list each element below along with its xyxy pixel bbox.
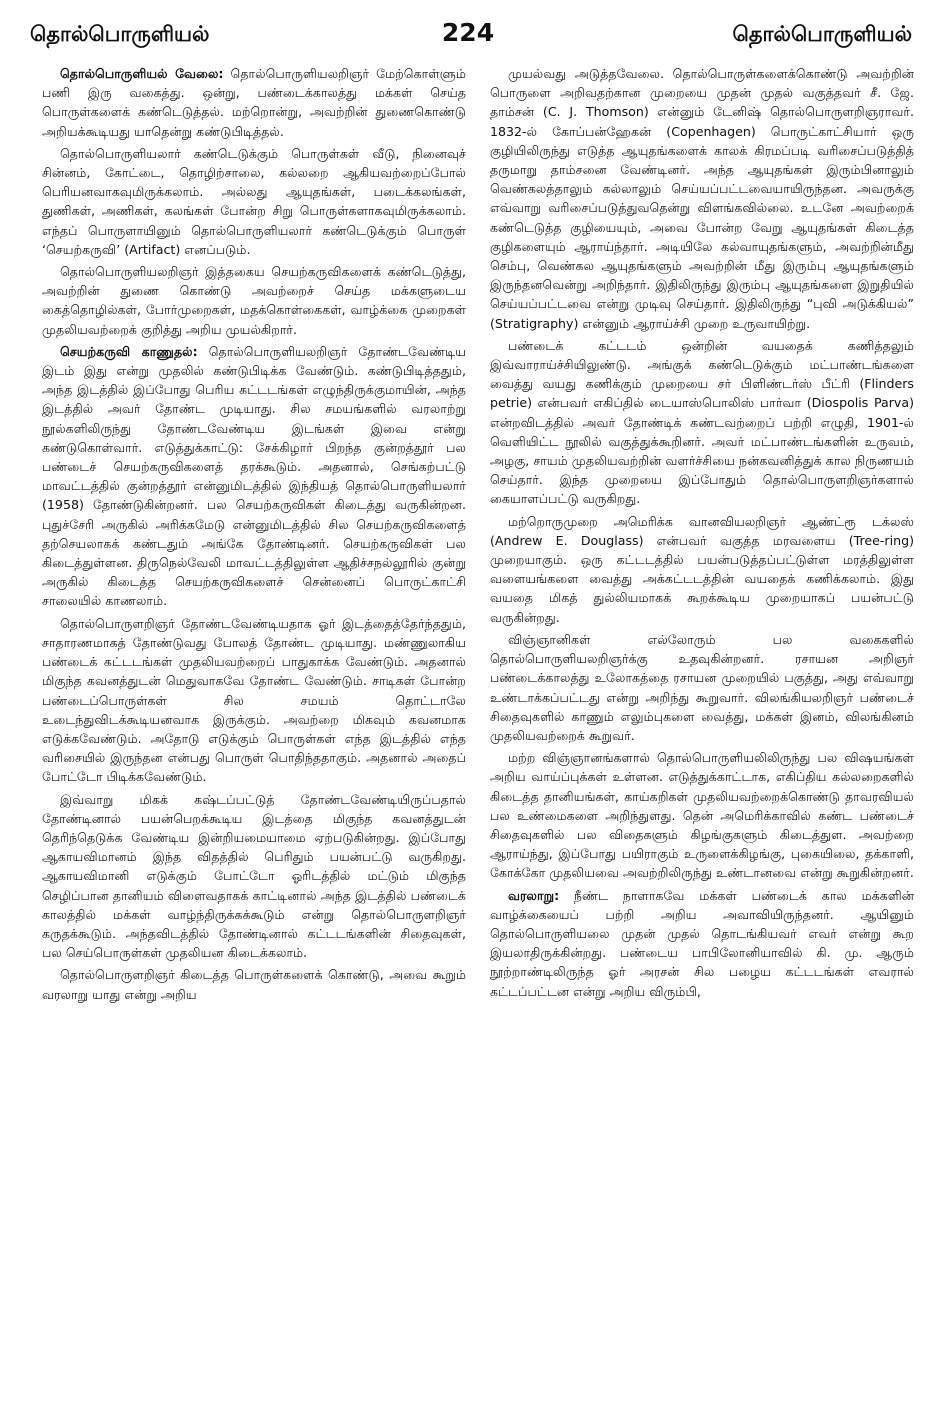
section-heading: தொல்பொருளியல் வேலை: bbox=[60, 66, 224, 81]
paragraph bbox=[42, 614, 466, 787]
running-title-right: தொல்பொருளியல் bbox=[732, 22, 912, 46]
left-column bbox=[42, 64, 466, 1409]
paragraph bbox=[42, 262, 466, 339]
paragraph-text: இவ்வாறு மிகக் கஷ்டப்பட்டுத் தோண்டவேண்டியிருப்பதால் தோண்டினால் பயன்பெறக்கூடிய இடத்தை மிகுந்த கவனத்துடன் தெரிந்தெடுக்க வேண்டிய இன்றியமையாமை ஏற்படுகின்றது. இப்போது ஆகாயவிமானம் இந்த விதத்தில் பெரிதும் பயன்பட்டு வருகிறது. ஆகாயவிமானி எடுக்கும் போட்டோ ஓரிடத்தில் மட்டும் மிகுந்த செழிப்பான தானியம் விளைவதாகக் காட்டினால் அந்த இடத்தில் பண்டைக் காலத்தில் மக்கள் வாழ்ந்திருக்கக்கூடும் என்று தொல்பொருளறிஞர் கருதக்கூடும். அந்தவிடத்தில் தோண்டினால் கட்டடங்களின் சிதைவுகள், பல செய்பொருள்கள் முதலியன கிடைக்கலாம். bbox=[42, 791, 466, 961]
paragraph bbox=[490, 64, 914, 333]
section-heading: வரலாறு: bbox=[508, 887, 560, 903]
paragraph-text: தொல்பொருளியலறிஞர் தோண்டவேண்டிய இடம் இது என்று முதலில் கண்டுபிடிக்க வேண்டும். கண்டுபிடித்ததும், அந்த இடத்தில் இப்போது பெரிய கட்டடங்கள் எழுந்திருக்குமாயின், அந்த இடத்தில் அவர் தோண்ட முடியாது. சில சமயங்களில் வரலாற்று நூல்களிலிருந்து தோண்டவேண்டிய இடங்கள் இவை என்று கண்டுகொள்வார். எடுத்துக்காட்டு: சேக்கிழார் பிறந்த குன்றத்தூர் பல பண்டைச் செயற்கருவிகளைத் தரக்கூடும். அதனால், செங்கற்பட்டு மாவட்டத்தில் குன்றத்தூர் என்னுமிடத்தில் இந்தியத் தொல்பொருளியலார் (1958) தோண்டுகின்றனர். பல செயற்கருவிகள் கிடைத்து வருகின்றன. புதுச்சேரி அருகில் அரிக்கமேடு என்னுமிடத்தில் சில செயற்கருவிகளைத் தற்செயலாகக் கண்டதும் அங்கே தோண்டினர். செயற்கருவிகள் பல கிடைத்துள்ளன. திருநெல்வேலி மாவட்டத்திலுள்ள ஆதிச்சநல்லூரில் குன்று அருகில் கிடைத்த செயற்கருவிகளைச் சென்னைப் பொருட்காட்சி சாலையில் காணலாம். bbox=[42, 343, 466, 609]
running-title-left: தொல்பொருளியல் bbox=[30, 22, 210, 46]
paragraph bbox=[42, 64, 466, 141]
page-header bbox=[24, 16, 912, 56]
paragraph-text: நீண்ட நாளாகவே மக்கள் பண்டைக் கால மக்களின் வாழ்க்கையைப் பற்றி அறிய அவாவியிருந்தனர். ஆயினும் தொல்பொருளியலை முதன் முதல் தொடங்கியவர் எவர் என்று கூற இயலாதிருக்கின்றது. பண்டைய பாபிலோனியாவில் கி. மு. ஆரும் நூற்றாண்டிலிருந்த ஓர் அரசன் சில பழைய கட்டடங்கள் எவரால் கட்டப்பட்டன என்று அறிய விரும்பி, bbox=[490, 887, 914, 999]
paragraph-text: தொல்பொருளியலறிஞர் மேற்கொள்ளும் பணி இரு வகைத்து. ஒன்று, பண்டைக்காலத்து மக்கள் செய்த பொருள்களைக் கண்டெடுத்தல். மற்றொன்று, அவற்றின் துணைகொண்டு அறியக்கூடியது யாதென்று கண்டுபிடித்தல். bbox=[42, 66, 466, 139]
paragraph-text: மற்றொருமுறை அமெரிக்க வானவியலறிஞர் ஆண்ட்ரூ டக்லஸ் (Andrew E. Douglass) என்பவர் வகுத்த மரவளைய (Tree-ring) முறையாகும். ஒரு கட்டடத்தில் பயன்படுத்தப்பட்டுள்ள மரத்திலுள்ள வளையங்களை வைத்து அக்கட்டடத்தின் வயதைக் கணிக்கலாம். இது வயதை மிகத் துல்லியமாகக் கூறக்கூடிய முறையாகப் பயன்பட்டு வருகின்றது. bbox=[490, 513, 914, 625]
paragraph-text: முயல்வது அடுத்தவேலை. தொல்பொருள்களைக்கொண்டு அவற்றின் பொருளை அறிவதற்கான முறையை முதன் முதல் வகுத்தவர் சீ. ஜே. தாம்சன் (C. J. Thomson) என்னும் டேனிஷ் தொல்பொருளறிஞராவர். 1832-ல் கோப்பன்ஹேகன் (Copenhagen) பொருட்காட்சியார் ஒரு குழியிலிருந்து எடுத்த ஆயுதங்களைக் காலக் கிரமப்படி வரிசைப்படுத்தித் தருமாறு தாம்சனை வேண்டினர். அந்த ஆயுதங்கள் இரும்பினாலும் வெண்கலத்தாலும் கல்லாலும் செய்யப்பட்டவையாயிருந்தன. அவருக்கு எவ்வாறு வரிசைப்படுத்துவதென்று விளங்கவில்லை. உடனே அவற்றைக் கண்டெடுத்த குழியையும், அவை போன்ற வேறு ஆயுதங்கள் கிடைத்த குழிகளையும் ஆராய்ந்தார். அடியிலே கல்வாயுதங்களும், அவற்றின்மீது செம்பு, வெண்கல ஆயுதங்களும் அவற்றின் மீது இரும்பு ஆயுதங்களும் இருந்தனவென்று அறிந்தார். இதிலிருந்து இரும்பு ஆயுதங்களை இறுதியில் செய்யப்பட்டவை என்று முடிவு செய்தார். இதிலிருந்து “புவி அடுக்கியல்” (Stratigraphy) என்னும் ஆராய்ச்சி முறை உருவாயிற்று. bbox=[490, 66, 914, 331]
paragraph bbox=[490, 336, 914, 509]
paragraph bbox=[42, 965, 466, 1003]
paragraph bbox=[42, 144, 466, 259]
paragraph-text: பண்டைக் கட்டடம் ஒன்றின் வயதைக் கணித்தலும் இவ்வாராய்ச்சியிலுண்டு. அங்குக் கண்டெடுக்கும் மட்பாண்டங்களை வைத்து வயது கணிக்கும் முறையை சர் பிளிண்டர்ஸ் பீட்ரி (Flinders petrie) என்பவர் எகிப்தில் டையாஸ்பொலிஸ் பார்வா (Diospolis Parva) என்றவிடத்தில் அவர் தோண்டிக் கண்டவற்றைப் பற்றி எழுதி, 1901-ல் வெளியிட்ட நூலில் வகுத்துக்கூறினர். அவர் மட்பாண்டங்களின் உருவம், அழகு, சாயம் முதலியவற்றின் வளர்ச்சியை நன்கவனித்துக் கால நிருணயம் செய்தார். இந்த முறையை இப்போதும் தொல்பொருளறிஞர்களால் கையாளப்பட்டு வருகிறது. bbox=[490, 337, 914, 507]
paragraph bbox=[42, 790, 466, 963]
paragraph-text: தொல்பொருளறிஞர் கிடைத்த பொருள்களைக் கொண்டு, அவை கூறும் வரலாறு யாது என்று அறிய bbox=[42, 967, 466, 1002]
text-columns bbox=[42, 64, 914, 1409]
paragraph-text: விஞ்ஞானிகள் எல்லோரும் பல வகைகளில் தொல்பொருளியலறிஞர்க்கு உதவுகின்றனர். ரசாயன அறிஞர் பண்டைக்காலத்து உலோகத்தை ரசாயன முறையில் பகுத்து, அது எவ்வாறு உண்டாக்கப்பட்டது என்று அறிந்து கூறுவார். விலங்கியலறிஞர் பண்டைச் சிதைவுகளில் காணும் எலும்புகளை வைத்து, மக்கள் இனம், விலங்கினம் முதலியவற்றைக் கூறுவர். bbox=[490, 631, 914, 743]
paragraph bbox=[490, 748, 914, 882]
paragraph bbox=[490, 886, 914, 1001]
paragraph-text: தொல்பொருளறிஞர் தோண்டவேண்டியதாக ஓர் இடத்தைத்தேர்ந்ததும், சாதாரணமாகத் தோண்டுவது போலத் தோண்ட முடியாது. மண்ணுலாகிய பண்டைக் கட்டடங்கள் முதலியவற்றைப் பாதுகாக்க வேண்டும். அதனால் மிகுந்த கவனத்துடன் மெதுவாகவே தோண்ட வேண்டும். சாடிகள் போன்ற பண்டைப்பொருள்கள் சில சமயம் தொட்டாலே உடைந்துவிடக்கூடியனவாக இருக்கும். அவற்றை மிகவும் கவனமாக எடுக்கவேண்டும். அதோடு எடுக்கும் பொருள்கள் எந்த இடத்தில் எந்த வரிசையில் இருந்தன என்பது பொருள் பொதிந்ததாகும். அதனால் அதைப் போட்டோ பிடிக்கவேண்டும். bbox=[42, 615, 466, 785]
section-heading: செயற்கருவி காணுதல்: bbox=[60, 343, 198, 359]
paragraph bbox=[42, 342, 466, 611]
paragraph-text: மற்ற விஞ்ஞானங்களால் தொல்பொருளியலிலிருந்து பல விஷயங்கள் அறிய வாய்ப்புக்கள் உள்ளன. எடுத்துக்காட்டாக, எகிப்திய கல்லறைகளில் கிடைத்த தானியங்கள், காய்கறிகள் முதலியவற்றைக்கொண்டு தாவரவியல் பல உண்மைகளை அறிந்துளது. தென் அமெரிக்காவில் கண்ட பண்டைச் சிதைவுகளில் பல விதைகளும் கிழங்குகளும் கிடைத்துள. அவற்றை ஆராய்ந்து, இப்போது பயிராகும் உருளைக்கிழங்கு, புகையிலை, தக்காளி, கோக்கோ முதலியவை அவற்றிலிருந்து உண்டானவை என்று கூறுகின்றனர். bbox=[490, 750, 914, 881]
paragraph bbox=[490, 630, 914, 745]
paragraph-text: தொல்பொருளியலறிஞர் இத்தகைய செயற்கருவிகளைக் கண்டெடுத்து, அவற்றின் துணை கொண்டு அவற்றைச் செய்த மக்களுடைய கைத்தொழில்கள், போர்முறைகள், மதக்கொள்கைகள், வாழ்க்கை முறைகள் முதலியவற்றைக் குறித்து அறிய முயல்கிறார். bbox=[42, 264, 466, 337]
right-column bbox=[490, 64, 914, 1409]
page-number: 224 bbox=[441, 18, 495, 47]
paragraph-text: தொல்பொருளியலார் கண்டெடுக்கும் பொருள்கள் வீடு, நினைவுச் சின்னம், கோட்டை, தொழிற்சாலை, கல்லறை ஆகியவற்றைப்போல் பெரியனவாகவுமிருக்கலாம். அல்லது ஆயுதங்கள், படைக்கலங்கள், துணிகள், அணிகள், கலங்கள் போன்ற சிறு பொருள்களாகவுமிருக்கலாம். எந்தப் பொருளாயினும் தொல்பொருளியலார் கண்டெடுக்கும் பொருள் ‘செயற்கருவி’ (Artifact) எனப்படும். bbox=[42, 145, 466, 257]
paragraph bbox=[490, 512, 914, 627]
